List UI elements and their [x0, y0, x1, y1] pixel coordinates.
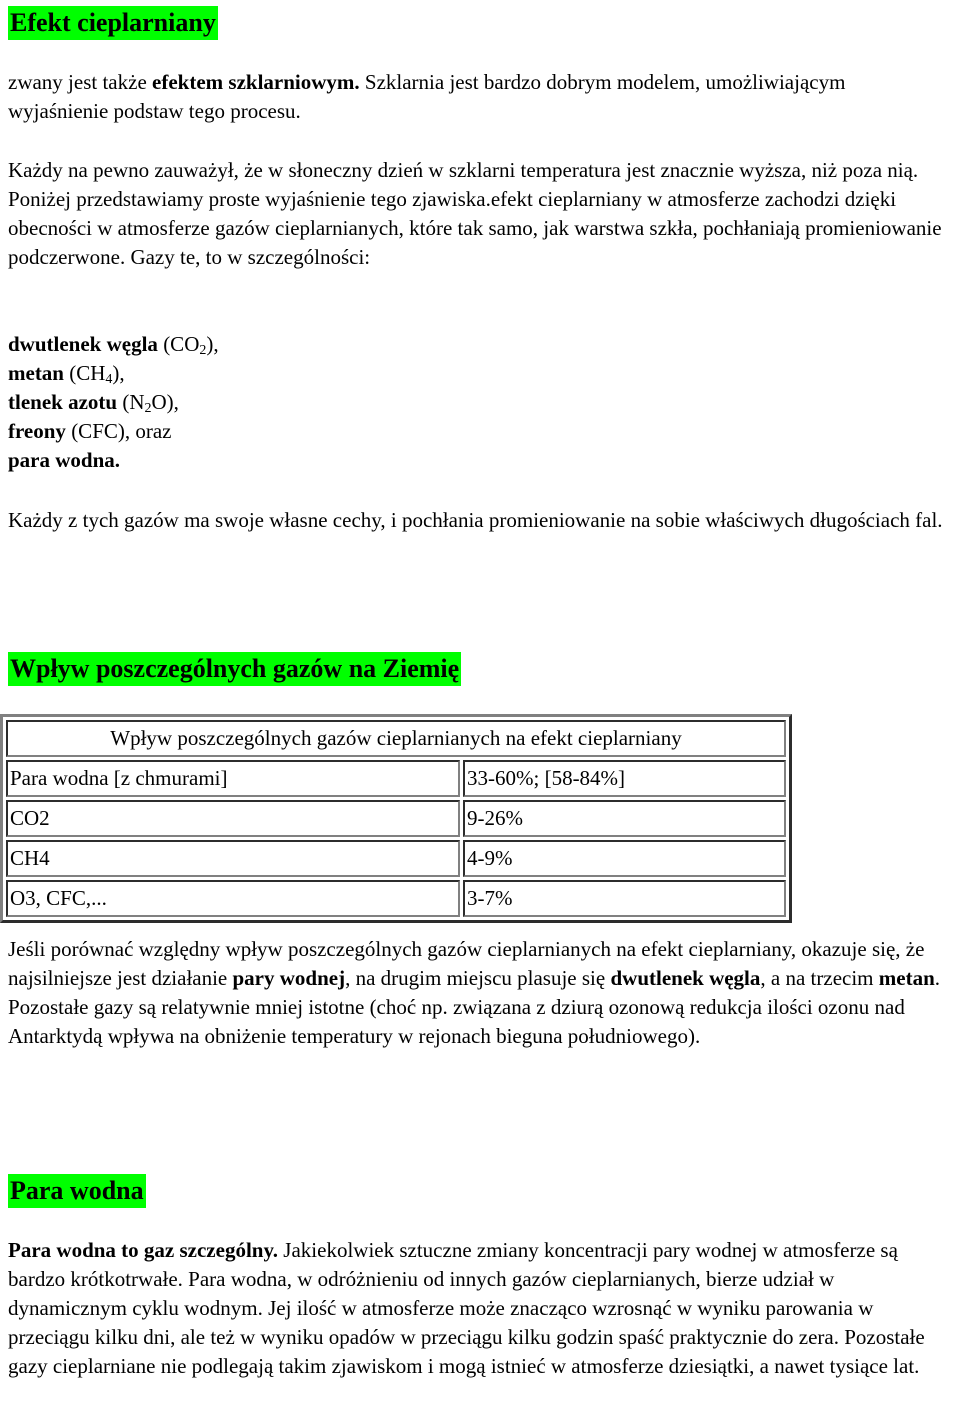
intro-bold-term: efektem szklarniowym. [152, 70, 360, 94]
table-cell-gas: Para wodna [z chmurami] [6, 760, 460, 797]
intro-paragraph [8, 68, 948, 126]
gas-item: para wodna. [8, 448, 121, 472]
explanation-paragraph: Każdy na pewno zauważył, że w słoneczny dzień w szklarni temperatura jest znacznie wyższa, niż poza nią. Poniżej przedstawiamy proste wyjaśnienie tego zjawiska.efekt cieplarniany w atmosferze zachodzi dzięki obecności w atmosferze gazów cieplarnianych, które tak samo, jak warstwa szkła, pochłaniają promieniowanie podczerwone. Gazy te, to w szczególności: [8, 158, 942, 269]
intro-text-c: Szklarnia jest bardzo dobrym modelem, umożliwiającym wyjaśnienie podstaw tego procesu. [8, 70, 846, 123]
heading-efekt-cieplarniany: Efekt cieplarniany [8, 6, 218, 40]
gas-item: tlenek azotu $(N_2O)$, [8, 390, 179, 416]
gas-item: dwutlenek węgla $(CO_2)$, [8, 332, 219, 358]
table-cell-value: 4-9% [463, 840, 786, 877]
table-cell-value: 33-60%; [58-84%] [463, 760, 786, 797]
table-cell-value: 9-26% [463, 800, 786, 837]
table-cell-gas: O3, CFC,... [6, 880, 460, 917]
table-cell-gas: CH4 [6, 840, 460, 877]
heading-para-wodna: Para wodna [8, 1174, 146, 1208]
heading-wplyw-gazow: Wpływ poszczególnych gazów na Ziemię [8, 652, 461, 686]
table-row [6, 800, 786, 837]
properties-paragraph: Każdy z tych gazów ma swoje własne cechy, i pochłania promieniowanie na sobie właściwych długościach fal. [8, 508, 943, 532]
comparison-paragraph: Jeśli porównać względny wpływ poszczególnych gazów cieplarnianych na efekt cieplarniany, okazuje się, że najsilniejsze jest działanie pary wodnej, na drugim miejscu plasuje się dwutlenek węgla, a na trzecim metan. Pozostałe gazy są relatywnie mniej istotne (choć np. związana z dziurą ozonową redukcja ilości ozonu nad Antarktydą wpływa na obniżenie temperatury w rejonach bieguna południowego). [8, 937, 941, 1048]
table-row [6, 880, 786, 917]
table-row [6, 840, 786, 877]
gas-impact-table [0, 714, 792, 923]
bold-pary-wodnej: pary wodnej [232, 966, 346, 990]
gas-item: metan $(CH_4)$, [8, 361, 125, 387]
bold-metan: metan [878, 966, 935, 990]
intro-text-a: zwany jest także [8, 70, 153, 94]
table-caption-row [6, 720, 786, 757]
bold-para-wodna-gaz: Para wodna to gaz szczególny. [8, 1238, 279, 1262]
table-cell-gas: CO2 [6, 800, 460, 837]
table-row [6, 760, 786, 797]
table-caption: Wpływ poszczególnych gazów cieplarnianych na efekt cieplarniany [6, 720, 786, 757]
gas-item: freony (CFC), oraz [8, 419, 172, 443]
water-vapour-paragraph: Para wodna to gaz szczególny. Jakiekolwiek sztuczne zmiany koncentracji pary wodnej w atmosferze są bardzo krótkotrwałe. Para wodna, w odróżnieniu od innych gazów cieplarnianych, bierze udział w dynamicznym cyklu wodnym. Jej ilość w atmosferze może znacząco wzrosnąć w wyniku parowania w przeciągu kilku dni, ale też w wyniku opadów w przeciągu kilku godzin spaść praktycznie do zera. Pozostałe gazy cieplarniane nie podlegają takim zjawiskom i mogą istnieć w atmosferze dziesiątki, a nawet tysiące lat. [8, 1238, 925, 1378]
bold-dwutlenek-wegla: dwutlenek węgla [610, 966, 761, 990]
table-cell-value: 3-7% [463, 880, 786, 917]
gas-list [8, 330, 219, 475]
